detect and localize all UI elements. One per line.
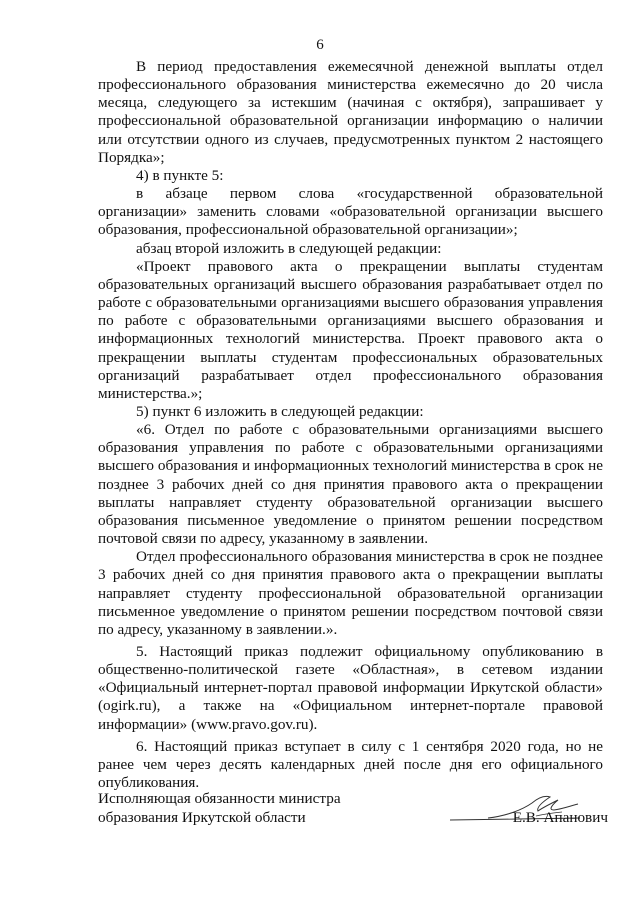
document-body: [98, 58, 603, 792]
signatory-title-line-2: образования Иркутской области: [98, 808, 306, 826]
signatory-title: [98, 790, 358, 827]
signature-block: [98, 790, 608, 840]
paragraph-effective-date: 6. Настоящий приказ вступает в силу с 1 сентября 2020 года, но не ранее чем через десять календарных дней после дня его официального опубликования.: [98, 737, 603, 792]
paragraph-vocational-notice: Отдел профессионального образования министерства в срок не позднее 3 рабочих дней со дня принятия правового акта о прекращении выплаты направляет студенту профессиональной образовательной организации письменное уведомление о принятом решении посредством почтовой связи по адресу, указанному в заявлении.».: [98, 548, 603, 638]
paragraph-publication-order: 5. Настоящий приказ подлежит официальному опубликованию в общественно-политической газете «Областная», в сетевом издании «Официальный интернет-портал правовой информации Иркутской области» (ogirk.ru), а также на «Официальном интернет-портале правовой информации» (www.pravo.gov.ru).: [98, 643, 603, 733]
paragraph-monthly-payment-request: В период предоставления ежемесячной денежной выплаты отдел профессионального образования министерства ежемесячно до 20 числа месяца, следующего за истекшим (начиная с октября), запрашивает у профессиональной образовательной организации информацию о наличии или отсутствии одного из случаев, предусмотренных пунктом 2 настоящего Порядка»;: [98, 58, 603, 166]
paragraph-item-5-heading: 5) пункт 6 изложить в следующей редакции:: [136, 402, 424, 420]
paragraph-clause-5-first: в абзаце первом слова «государственной образовательной организации» заменить словами «образовательной организации высшего образования, профессиональной образовательной организации»;: [98, 185, 603, 239]
signatory-title-line-1: Исполняющая обязанности министра: [98, 790, 341, 807]
paragraph-item-4-heading: 4) в пункте 5:: [136, 166, 224, 184]
page-number: 6: [316, 37, 324, 53]
paragraph-draft-legal-act: «Проект правового акта о прекращении выплаты студентам образовательных организаций высшего образования разрабатывает отдел по работе с образовательными организациями высшего образования управления по работе с образовательными организациями высшего образования и информационных технологий министерства. Проект правового акта о прекращении выплаты студентам профессиональных образовательных организаций разрабатывает отдел профессионального образования министерства.»;: [98, 257, 603, 402]
paragraph-clause-5-second-intro: абзац второй изложить в следующей редакции:: [136, 239, 442, 257]
signatory-name: Е.В. Апанович: [512, 808, 608, 826]
paragraph-new-clause-6: «6. Отдел по работе с образовательными организациями высшего образования управления по работе с образовательными организациями высшего образования и информационных технологий министерства в срок не позднее 3 рабочих дней со дня принятия правового акта о прекращении выплаты направляет студенту образовательной организации высшего образования письменное уведомление о принятом решении посредством почтовой связи по адресу, указанному в заявлении.: [98, 421, 603, 548]
